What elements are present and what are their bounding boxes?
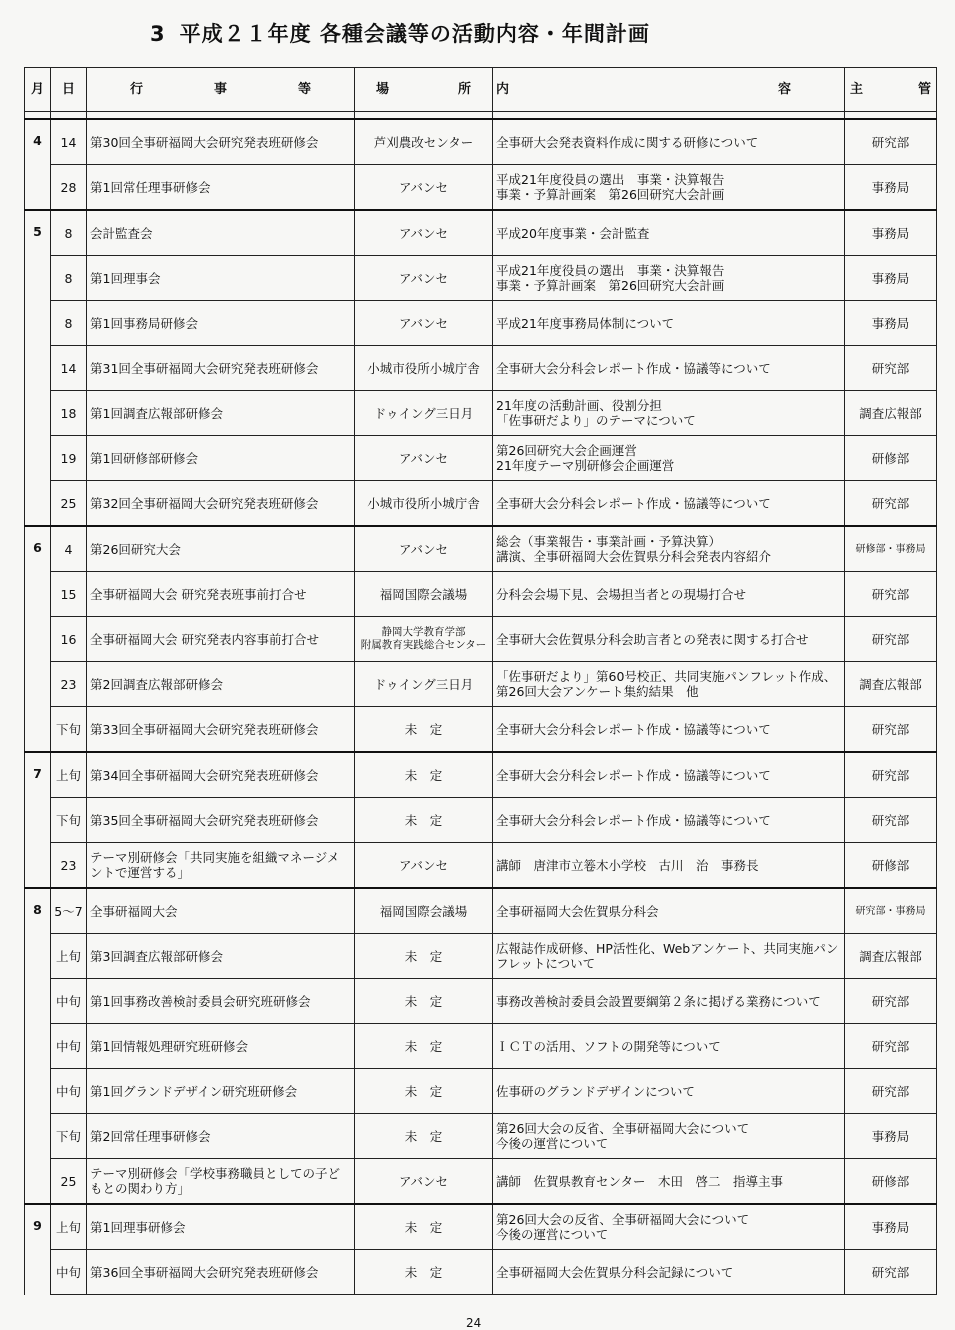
content-cell: 「佐事研だより」第60号校正、共同実施パンフレット作成、第26回大会アンケート集約結果 他 [493,662,845,707]
manager-cell: 研究部 [845,979,937,1024]
day-cell: 中旬 [51,1069,87,1114]
event-cell: 第1回調査広報部研修会 [87,391,355,436]
event-cell: 第1回グランドデザイン研究班研修会 [87,1069,355,1114]
place-cell: アバンセ [355,843,493,889]
day-cell: 23 [51,843,87,889]
place-cell: 福岡国際会議場 [355,888,493,934]
header-content [493,68,845,112]
manager-cell: 研究部 [845,1250,937,1295]
page-title [150,18,650,48]
table-row [25,1159,937,1205]
page-number: 24 [466,1316,482,1330]
table-row [25,934,937,979]
place-cell: 未 定 [355,1250,493,1295]
table-row [25,301,937,346]
event-cell: 第1回事務改善検討委員会研究班研修会 [87,979,355,1024]
header-place-char: 所 [457,82,471,97]
place-cell: 未 定 [355,1024,493,1069]
manager-cell: 研究部 [845,481,937,527]
day-cell: 下旬 [51,707,87,753]
table-row [25,481,937,527]
event-cell: 第1回研修部研修会 [87,436,355,481]
header-content-char: 容 [777,82,791,97]
month-cell: 5 [25,210,51,526]
spacer-cell [87,112,355,120]
table-row [25,707,937,753]
place-cell: 小城市役所小城庁舎 [355,346,493,391]
place-cell: ドゥイング三日月 [355,662,493,707]
content-cell: 21年度の活動計画、役割分担 「佐事研だより」のテーマについて [493,391,845,436]
place-cell: アバンセ [355,436,493,481]
content-cell: 事務改善検討委員会設置要綱第２条に掲げる業務について [493,979,845,1024]
event-cell: 全事研福岡大会 [87,888,355,934]
content-cell: 分科会会場下見、会場担当者との現場打合せ [493,572,845,617]
place-cell: 未 定 [355,1114,493,1159]
day-cell: 8 [51,256,87,301]
header-event-char: 等 [297,82,311,97]
manager-cell: 調査広報部 [845,662,937,707]
spacer-cell [355,112,493,120]
month-cell: 9 [25,1204,51,1295]
table-row [25,1204,937,1250]
header-manager-char: 主 [850,82,864,97]
table-row [25,256,937,301]
event-cell: 第30回全事研福岡大会研究発表班研修会 [87,119,355,165]
day-cell: 28 [51,165,87,211]
day-cell: 14 [51,119,87,165]
manager-cell: 調査広報部 [845,391,937,436]
table-row [25,572,937,617]
content-cell: 平成21年度役員の選出 事業・決算報告 事業・予算計画案 第26回研究大会計画 [493,165,845,211]
content-cell: 総会（事業報告・事業計画・予算決算） 講演、全事研福岡大会佐賀県分科会発表内容紹介 [493,526,845,572]
event-cell: 第1回常任理事研修会 [87,165,355,211]
day-cell: 5～7 [51,888,87,934]
content-cell: 第26回大会の反省、全事研福岡大会について 今後の運営について [493,1204,845,1250]
manager-cell: 事務局 [845,1114,937,1159]
table-row [25,1114,937,1159]
manager-cell: 事務局 [845,210,937,256]
content-cell: 佐事研のグランドデザインについて [493,1069,845,1114]
event-cell: 全事研福岡大会 研究発表内容事前打合せ [87,617,355,662]
event-cell: 第32回全事研福岡大会研究発表班研修会 [87,481,355,527]
manager-cell: 研究部 [845,346,937,391]
header-event-char: 行 [130,82,144,97]
manager-cell: 研究部 [845,1024,937,1069]
month-cell: 4 [25,119,51,210]
place-cell: アバンセ [355,256,493,301]
content-cell: 平成20年度事業・会計監査 [493,210,845,256]
manager-cell: 研究部 [845,617,937,662]
header-manager [845,68,937,112]
place-cell: 未 定 [355,1204,493,1250]
place-cell: 静岡大学教育学部 附属教育実践総合センター [355,617,493,662]
event-cell: 第33回全事研福岡大会研究発表班研修会 [87,707,355,753]
header-place-char: 場 [376,82,390,97]
manager-cell: 研究部・事務局 [845,888,937,934]
table-row [25,436,937,481]
month-cell: 7 [25,752,51,888]
event-cell: 第26回研究大会 [87,526,355,572]
manager-cell: 研修部・事務局 [845,526,937,572]
schedule-table [24,67,937,1295]
content-cell: 全事研大会分科会レポート作成・協議等について [493,798,845,843]
day-cell: 上旬 [51,752,87,798]
table-row [25,119,937,165]
place-cell: ドゥイング三日月 [355,391,493,436]
content-cell: 第26回大会の反省、全事研福岡大会について 今後の運営について [493,1114,845,1159]
event-cell: 第2回常任理事研修会 [87,1114,355,1159]
day-cell: 中旬 [51,979,87,1024]
manager-cell: 研究部 [845,572,937,617]
day-cell: 中旬 [51,1250,87,1295]
table-row [25,843,937,889]
place-cell: アバンセ [355,301,493,346]
table-row [25,526,937,572]
day-cell: 4 [51,526,87,572]
place-cell: 未 定 [355,934,493,979]
content-cell: 全事研大会佐賀県分科会助言者との発表に関する打合せ [493,617,845,662]
spacer-cell [25,112,51,120]
header-place [355,68,493,112]
month-cell: 6 [25,526,51,752]
event-cell: テーマ別研修会「共同実施を組織マネージメントで運営する」 [87,843,355,889]
place-cell: 小城市役所小城庁舎 [355,481,493,527]
table-row [25,752,937,798]
manager-cell: 研究部 [845,707,937,753]
table-row [25,798,937,843]
day-cell: 19 [51,436,87,481]
content-cell: 平成21年度事務局体制について [493,301,845,346]
content-cell: 全事研福岡大会佐賀県分科会記録について [493,1250,845,1295]
event-cell: 第2回調査広報部研修会 [87,662,355,707]
header-spacer-row [25,112,937,120]
manager-cell: 研究部 [845,119,937,165]
day-cell: 15 [51,572,87,617]
day-cell: 14 [51,346,87,391]
manager-cell: 研修部 [845,843,937,889]
content-cell: 講師 唐津市立箞木小学校 古川 治 事務長 [493,843,845,889]
day-cell: 8 [51,210,87,256]
day-cell: 23 [51,662,87,707]
spacer-cell [51,112,87,120]
place-cell: 未 定 [355,1069,493,1114]
content-cell: 全事研大会分科会レポート作成・協議等について [493,707,845,753]
event-cell: 第3回調査広報部研修会 [87,934,355,979]
event-cell: テーマ別研修会「学校事務職員としての子どもとの関わり方」 [87,1159,355,1205]
manager-cell: 事務局 [845,256,937,301]
title-text: 平成２１年度 各種会議等の活動内容・年間計画 [179,22,650,46]
place-cell: 未 定 [355,798,493,843]
schedule-body [25,112,937,1295]
title-number: 3 [150,22,166,46]
table-row [25,1069,937,1114]
day-cell: 16 [51,617,87,662]
table-header-row [25,68,937,112]
manager-cell: 研修部 [845,436,937,481]
header-manager-char: 管 [917,82,931,97]
day-cell: 18 [51,391,87,436]
spacer-cell [845,112,937,120]
content-cell: 全事研福岡大会佐賀県分科会 [493,888,845,934]
content-cell: 全事研大会分科会レポート作成・協議等について [493,346,845,391]
place-cell: アバンセ [355,1159,493,1205]
manager-cell: 研究部 [845,1069,937,1114]
day-cell: 下旬 [51,798,87,843]
day-cell: 下旬 [51,1114,87,1159]
manager-cell: 事務局 [845,301,937,346]
event-cell: 第1回情報処理研究班研修会 [87,1024,355,1069]
day-cell: 中旬 [51,1024,87,1069]
header-day: 日 [51,68,87,112]
manager-cell: 事務局 [845,165,937,211]
header-event-char: 事 [213,82,227,97]
content-cell: 第26回研究大会企画運営 21年度テーマ別研修会企画運営 [493,436,845,481]
day-cell: 上旬 [51,1204,87,1250]
place-cell: アバンセ [355,165,493,211]
header-month: 月 [25,68,51,112]
manager-cell: 研修部 [845,1159,937,1205]
content-cell: 平成21年度役員の選出 事業・決算報告 事業・予算計画案 第26回研究大会計画 [493,256,845,301]
table-row [25,210,937,256]
content-cell: 広報誌作成研修、HP活性化、Webアンケート、共同実施パンフレットについて [493,934,845,979]
content-cell: 全事研大会分科会レポート作成・協議等について [493,752,845,798]
day-cell: 上旬 [51,934,87,979]
table-row [25,391,937,436]
day-cell: 25 [51,481,87,527]
content-cell: 全事研大会分科会レポート作成・協議等について [493,481,845,527]
event-cell: 第1回事務局研修会 [87,301,355,346]
header-content-char: 内 [496,82,510,97]
event-cell: 第35回全事研福岡大会研究発表班研修会 [87,798,355,843]
content-cell: 講師 佐賀県教育センター 木田 啓二 指導主事 [493,1159,845,1205]
manager-cell: 研究部 [845,752,937,798]
header-event [87,68,355,112]
place-cell: 未 定 [355,707,493,753]
content-cell: 全事研大会発表資料作成に関する研修について [493,119,845,165]
event-cell: 第1回理事研修会 [87,1204,355,1250]
table-row [25,662,937,707]
spacer-cell [493,112,845,120]
table-row [25,165,937,211]
event-cell: 第1回理事会 [87,256,355,301]
manager-cell: 調査広報部 [845,934,937,979]
event-cell: 会計監査会 [87,210,355,256]
event-cell: 第34回全事研福岡大会研究発表班研修会 [87,752,355,798]
manager-cell: 事務局 [845,1204,937,1250]
month-cell: 8 [25,888,51,1204]
manager-cell: 研究部 [845,798,937,843]
place-cell: 福岡国際会議場 [355,572,493,617]
table-row [25,1250,937,1295]
place-cell: 未 定 [355,752,493,798]
place-cell: アバンセ [355,210,493,256]
content-cell: ＩＣＴの活用、ソフトの開発等について [493,1024,845,1069]
event-cell: 第31回全事研福岡大会研究発表班研修会 [87,346,355,391]
place-cell: 未 定 [355,979,493,1024]
day-cell: 25 [51,1159,87,1205]
table-row [25,617,937,662]
event-cell: 第36回全事研福岡大会研究発表班研修会 [87,1250,355,1295]
day-cell: 8 [51,301,87,346]
table-row [25,979,937,1024]
table-row [25,346,937,391]
event-cell: 全事研福岡大会 研究発表班事前打合せ [87,572,355,617]
table-row [25,888,937,934]
table-row [25,1024,937,1069]
place-cell: アバンセ [355,526,493,572]
place-cell: 芦刈農改センター [355,119,493,165]
